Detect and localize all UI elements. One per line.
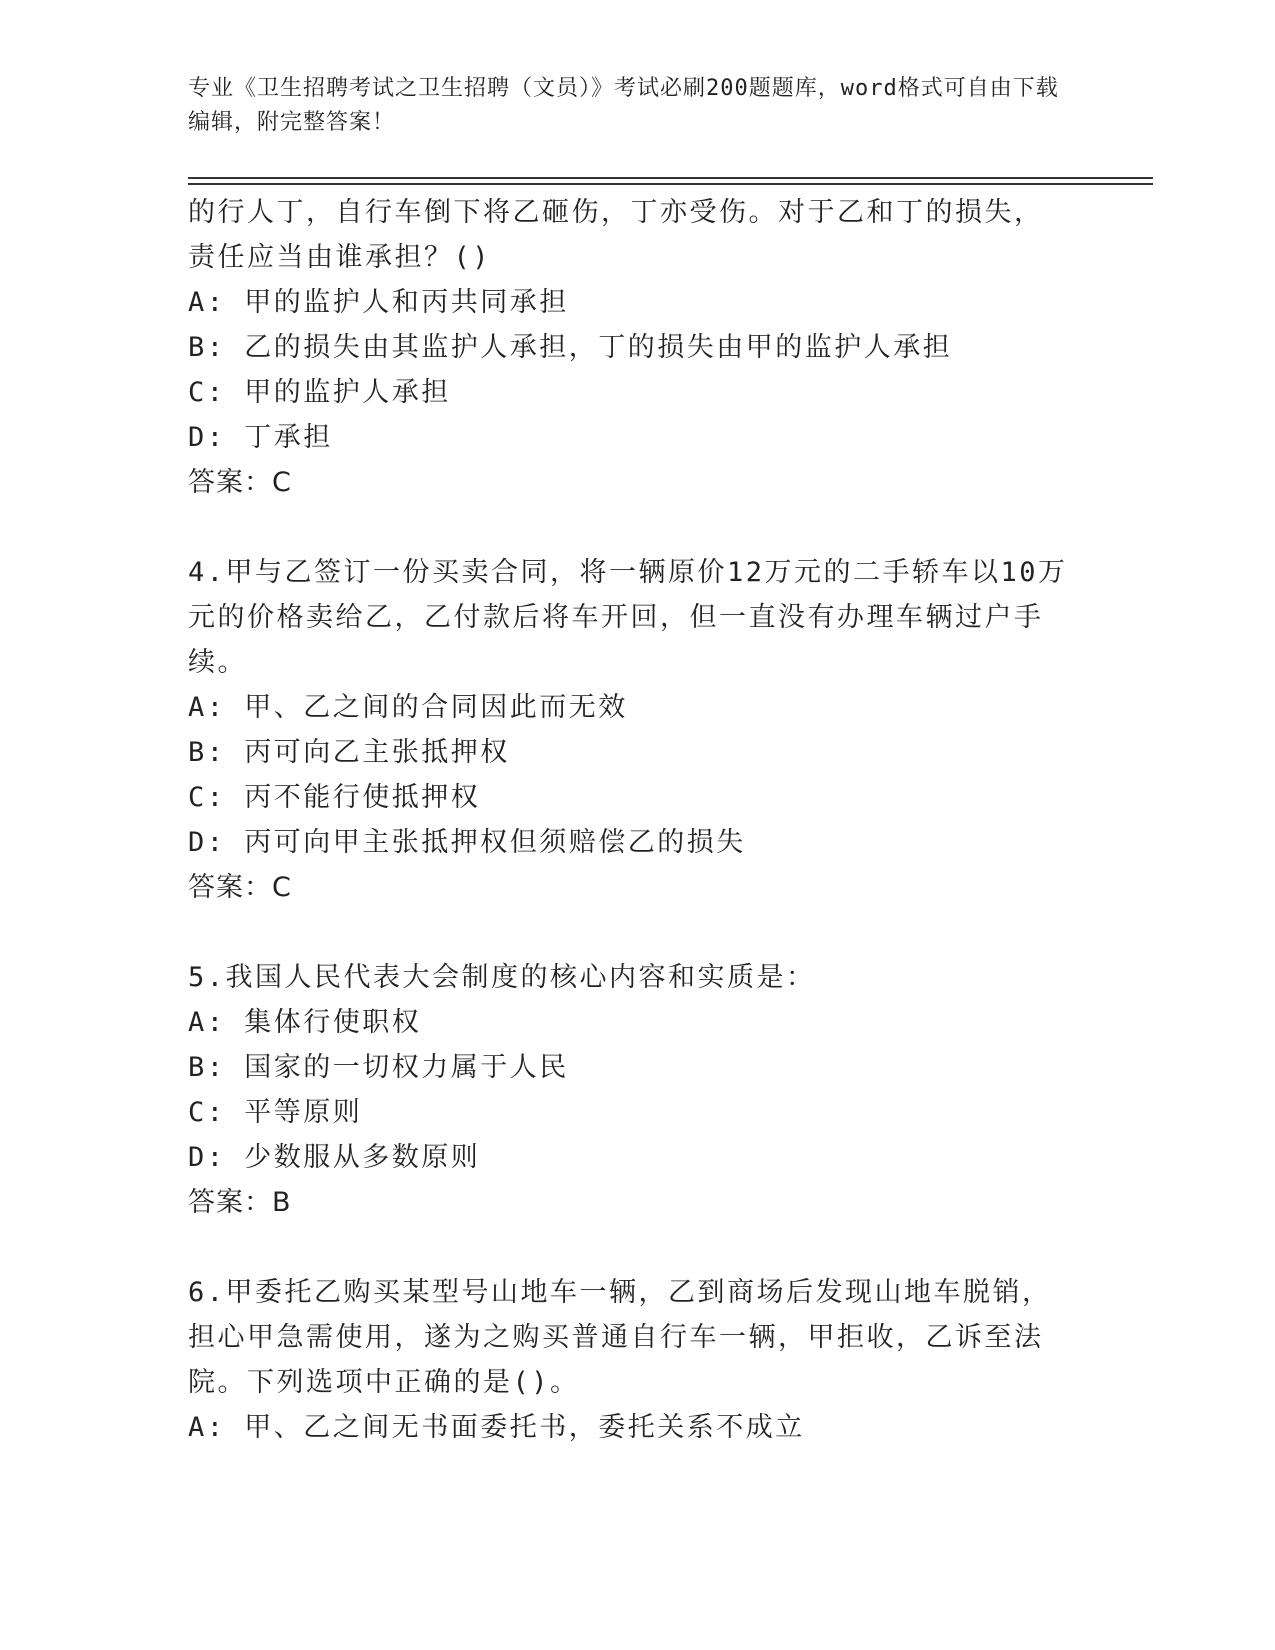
option-a: A: 甲的监护人和丙共同承担 [188,287,569,318]
spacer [188,505,1068,550]
question-block [188,550,1068,910]
document-header: 专业《卫生招聘考试之卫生招聘（文员）》考试必刷200题题库，word格式可自由下载编辑，附完整答案！ [188,76,1059,135]
option-c: C: 甲的监护人承担 [188,377,451,408]
question-text: 4.甲与乙签订一份买卖合同，将一辆原价12万元的二手轿车以10万元的价格卖给乙，乙付款后将车开回，但一直没有办理车辆过户手续。 [188,557,1068,678]
question-text: 5.我国人民代表大会制度的核心内容和实质是： [188,962,816,993]
answer-line: 答案：C [188,467,292,498]
question-list [188,190,1068,1450]
header-rule-bottom [188,183,1153,185]
question-block [188,190,1068,505]
answer-line: 答案：C [188,872,292,903]
option-b: B: 乙的损失由其监护人承担，丁的损失由甲的监护人承担 [188,332,953,363]
option-d: D: 丙可向甲主张抵押权但须赔偿乙的损失 [188,827,746,858]
option-a: A: 集体行使职权 [188,1007,422,1038]
option-a: A: 甲、乙之间无书面委托书，委托关系不成立 [188,1412,805,1443]
option-c: C: 平等原则 [188,1097,363,1128]
option-b: B: 丙可向乙主张抵押权 [188,737,510,768]
option-d: D: 少数服从多数原则 [188,1142,481,1173]
option-c: C: 丙不能行使抵押权 [188,782,481,813]
question-block [188,955,1068,1225]
option-a: A: 甲、乙之间的合同因此而无效 [188,692,628,723]
answer-line: 答案：B [188,1187,292,1218]
question-text: 的行人丁，自行车倒下将乙砸伤，丁亦受伤。对于乙和丁的损失，责任应当由谁承担？() [188,197,1044,273]
option-b: B: 国家的一切权力属于人民 [188,1052,569,1083]
option-d: D: 丁承担 [188,422,333,453]
header-rule-top [188,177,1153,179]
question-text: 6.甲委托乙购买某型号山地车一辆，乙到商场后发现山地车脱销，担心甲急需使用，遂为之购买普通自行车一辆，甲拒收，乙诉至法院。下列选项中正确的是()。 [188,1277,1052,1398]
spacer [188,1225,1068,1270]
question-block [188,1270,1068,1450]
spacer [188,910,1068,955]
